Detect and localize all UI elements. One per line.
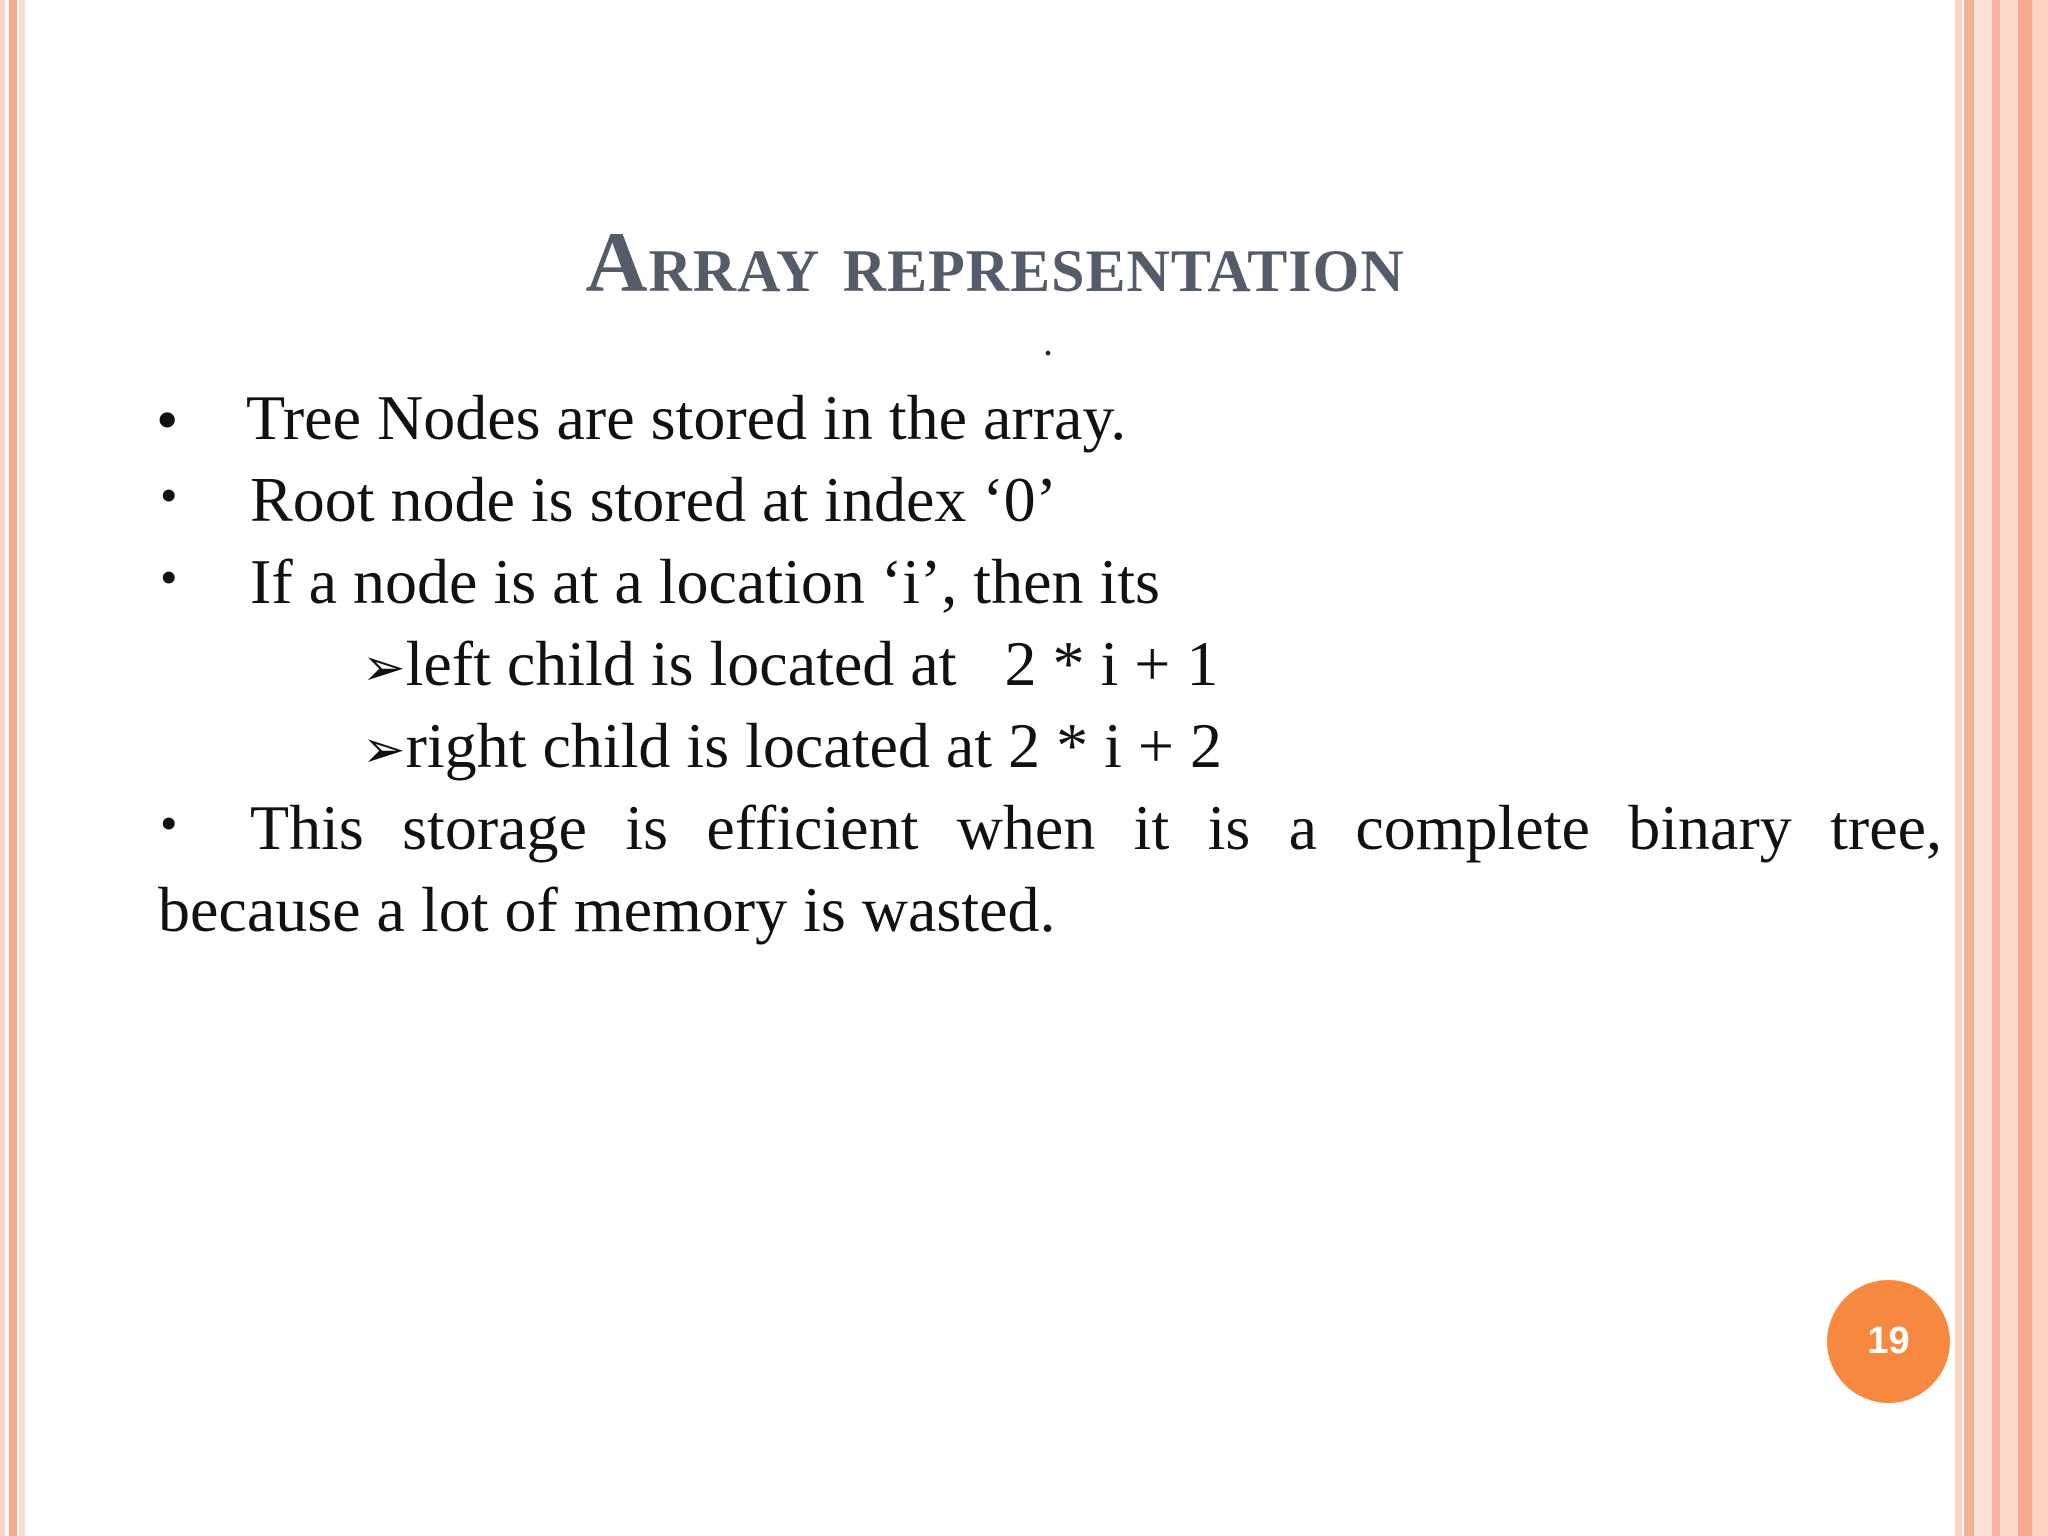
bullet-marker: • [156, 384, 179, 455]
right-border-stripe [2032, 0, 2048, 1536]
bullet-text: This storage is efficient when it is a complete binary tree, [250, 792, 1942, 863]
title-separator: . [1043, 319, 1053, 364]
slide-title: Array representation [585, 214, 1405, 310]
sub-bullet-text: left child is located at 2 * i + 1 [405, 628, 1219, 699]
bullet-continuation-text: because a lot of memory is wasted. [158, 874, 1056, 945]
bullet-marker: • [160, 549, 178, 605]
sub-bullet-left-child [362, 628, 1219, 699]
sub-bullet-right-child [362, 710, 1222, 781]
bullet-text: Root node is stored at index ‘0’ [250, 464, 1057, 535]
sub-bullet-text: right child is located at 2 * i + 2 [405, 710, 1222, 781]
right-border-stripe [2018, 0, 2032, 1536]
right-border-stripe [1992, 0, 2000, 1536]
bullet-marker: • [160, 467, 178, 523]
bullet-marker: • [160, 795, 178, 851]
arrow-bullet-icon: ➢ [362, 720, 406, 780]
bullet-text: If a node is at a location ‘i’, then its [250, 546, 1160, 617]
page-number-badge: 19 [1827, 1280, 1950, 1403]
arrow-bullet-icon: ➢ [362, 638, 406, 698]
bullet-text: Tree Nodes are stored in the array. [246, 382, 1127, 453]
right-border-stripe [2000, 0, 2018, 1536]
